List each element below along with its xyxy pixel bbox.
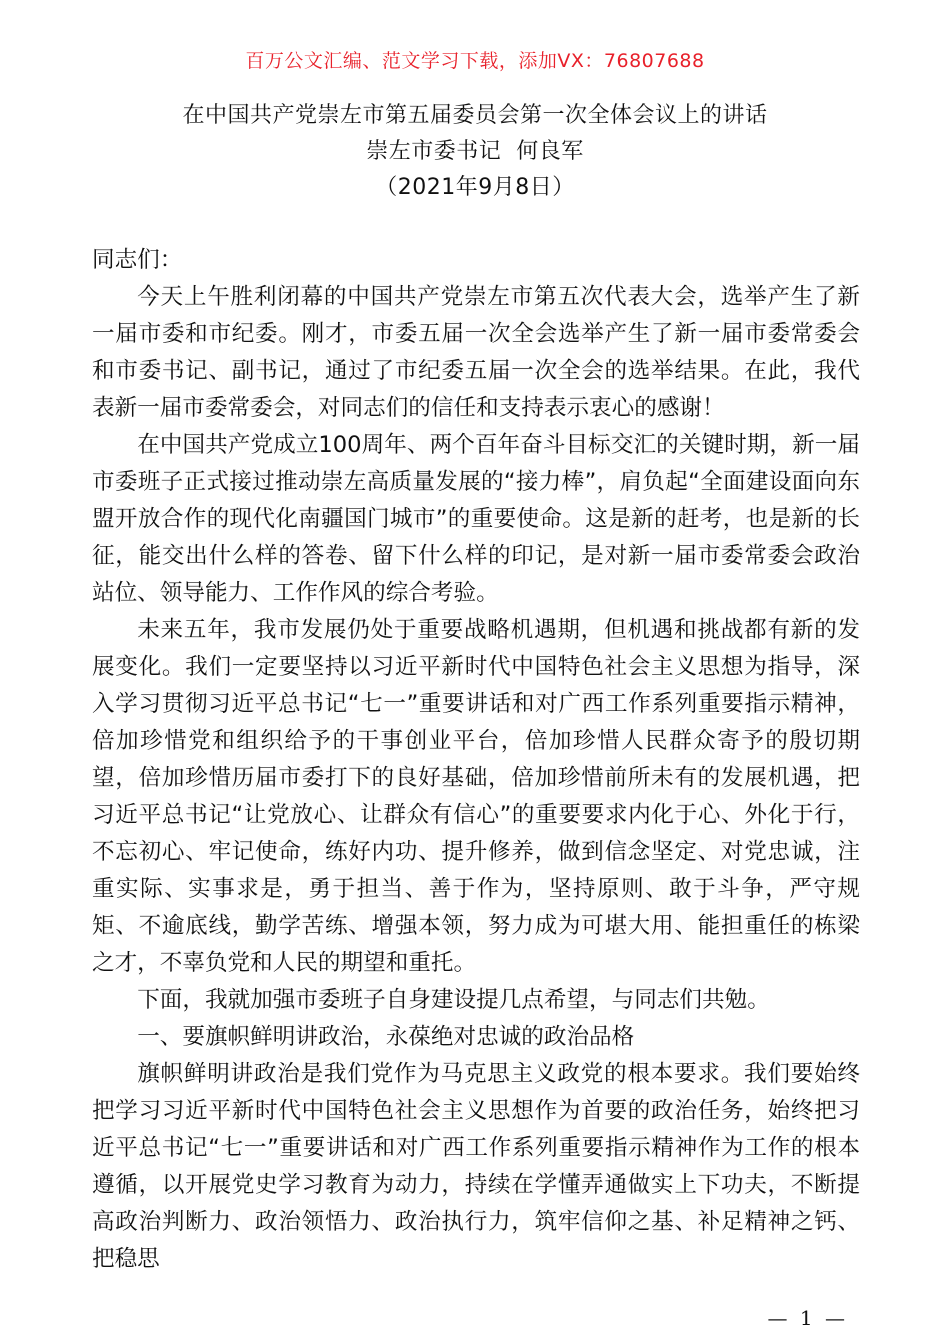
paragraph: 今天上午胜利闭幕的中国共产党崇左市第五次代表大会，选举产生了新一届市委和市纪委。刚才，市委五届一次全会选举产生了新一届市委常委会和市委书记、副书记，通过了市纪委五届一次全会的选举结果。在此，我代表新一届市委常委会，对同志们的信任和支持表示衷心的感谢！ bbox=[92, 284, 860, 421]
speech-date: （2021年9月8日） bbox=[375, 175, 575, 200]
title-block bbox=[0, 98, 950, 206]
paragraph: 未来五年，我市发展仍处于重要战略机遇期，但机遇和挑战都有新的发展变化。我们一定要坚持以习近平新时代中国特色社会主义思想为指导，深入学习贯彻习近平总书记“七一”重要讲话和对广西工作系列重要指示精神，倍加珍惜党和组织给予的干事创业平台，倍加珍惜人民群众寄予的殷切期望，倍加珍惜历届市委打下的良好基础，倍加珍惜前所未有的发展机遇，把习近平总书记“让党放心、让群众有信心”的重要要求内化于心、外化于行，不忘初心、牢记使命，练好内功、提升修养，做到信念坚定、对党忠诚，注重实际、实事求是，勇于担当、善于作为，坚持原则、敢于斗争，严守规矩、不逾底线，勤学苦练、增强本领，努力成为可堪大用、能担重任的栋梁之才，不辜负党和人民的期望和重托。 bbox=[92, 617, 860, 976]
paragraph: 下面，我就加强市委班子自身建设提几点希望，与同志们共勉。 bbox=[137, 987, 770, 1013]
speech-title: 在中国共产党崇左市第五届委员会第一次全体会议上的讲话 bbox=[182, 103, 768, 128]
speech-author: 崇左市委书记 何良军 bbox=[366, 139, 584, 164]
paragraph: 旗帜鲜明讲政治是我们党作为马克思主义政党的根本要求。我们要始终把学习习近平新时代中国特色社会主义思想作为首要的政治任务，始终把习近平总书记“七一”重要讲话和对广西工作系列重要指示精神作为工作的根本遵循，以开展党史学习教育为动力，持续在学懂弄通做实上下功夫，不断提高政治判断力、政治领悟力、政治执行力，筑牢信仰之基、补足精神之钙、把稳思 bbox=[92, 1061, 860, 1272]
section-heading: 一、要旗帜鲜明讲政治，永葆绝对忠诚的政治品格 bbox=[137, 1024, 635, 1050]
paragraph: 在中国共产党成立100周年、两个百年奋斗目标交汇的关键时期，新一届市委班子正式接过推动崇左高质量发展的“接力棒”，肩负起“全面建设面向东盟开放合作的现代化南疆国门城市”的重要使命。这是新的赶考，也是新的长征，能交出什么样的答卷、留下什么样的印记，是对新一届市委常委会政治站位、领导能力、工作作风的综合考验。 bbox=[92, 432, 860, 606]
salutation: 同志们： bbox=[92, 247, 183, 273]
page-number: — 1 — bbox=[767, 1306, 848, 1330]
speech-body bbox=[92, 242, 860, 1278]
watermark-banner: 百万公文汇编、范文学习下载，添加VX：76807688 bbox=[245, 50, 705, 72]
